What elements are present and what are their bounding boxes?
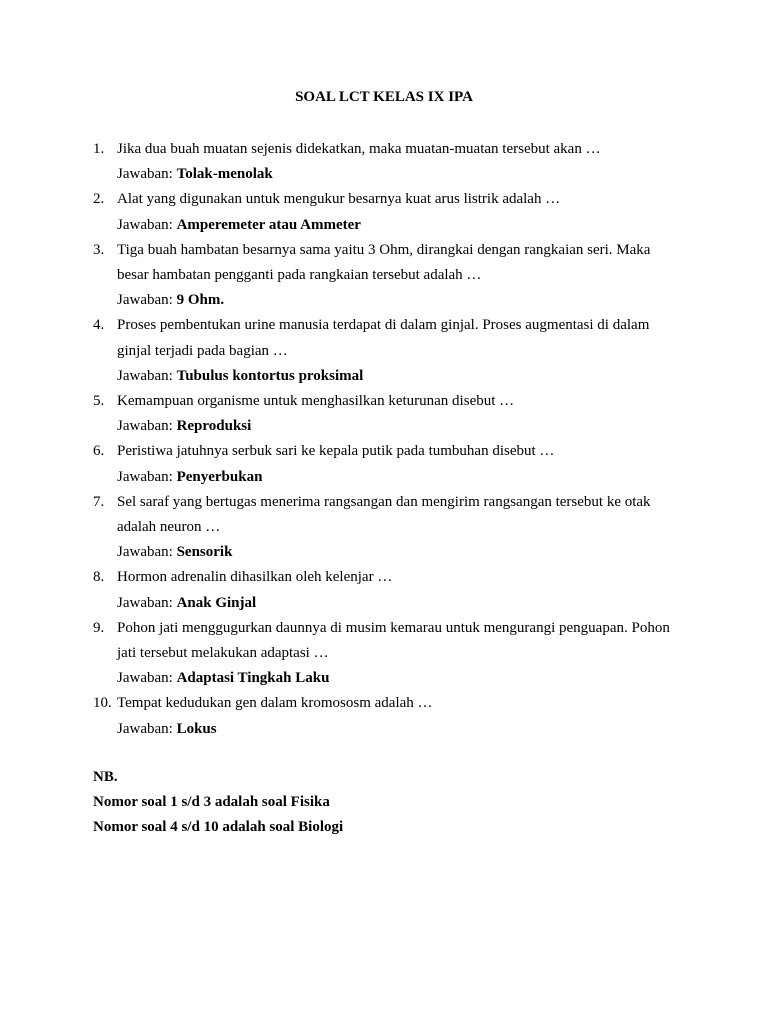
question-item — [93, 137, 683, 187]
answer-value: Sensorik — [176, 544, 233, 561]
answer-value: Tubulus kontortus proksimal — [176, 367, 364, 384]
question-text: Pohon jati menggugurkan daunnya di musim kemarau untuk mengurangi penguapan. Pohon jati tersebut melakukan adaptasi … — [117, 619, 670, 662]
question-item — [93, 313, 683, 389]
question-number: 6. — [93, 443, 105, 460]
question-text: Kemampuan organisme untuk menghasilkan keturunan disebut … — [117, 393, 515, 410]
answer-value: Reproduksi — [176, 418, 252, 435]
notes-section — [93, 765, 683, 841]
question-number: 4. — [93, 317, 105, 334]
question-item — [93, 439, 683, 489]
question-number: 5. — [93, 393, 105, 410]
answer-prefix: Jawaban: — [117, 166, 177, 183]
question-list — [93, 137, 683, 742]
answer-line — [117, 591, 683, 616]
question-text: Tempat kedudukan gen dalam kromososm adalah … — [117, 695, 433, 712]
question-item — [93, 691, 683, 741]
answer-value: Amperemeter atau Ammeter — [176, 216, 361, 233]
question-item — [93, 187, 683, 237]
answer-line — [117, 540, 683, 565]
question-item — [93, 490, 683, 566]
answer-prefix: Jawaban: — [117, 720, 177, 737]
answer-prefix: Jawaban: — [117, 670, 177, 687]
answer-prefix: Jawaban: — [117, 216, 177, 233]
notes-line: Nomor soal 4 s/d 10 adalah soal Biologi — [93, 819, 344, 836]
question-number: 9. — [93, 619, 105, 636]
question-item — [93, 238, 683, 314]
question-number: 3. — [93, 241, 105, 258]
answer-line — [117, 465, 683, 490]
question-text: Peristiwa jatuhnya serbuk sari ke kepala putik pada tumbuhan disebut … — [117, 443, 555, 460]
answer-line — [117, 717, 683, 742]
notes-line: Nomor soal 1 s/d 3 adalah soal Fisika — [93, 794, 330, 811]
answer-line — [117, 364, 683, 389]
answer-line — [117, 162, 683, 187]
answer-value: Penyerbukan — [176, 468, 263, 485]
answer-prefix: Jawaban: — [117, 418, 177, 435]
answer-prefix: Jawaban: — [117, 367, 177, 384]
answer-prefix: Jawaban: — [117, 544, 177, 561]
question-item — [93, 565, 683, 615]
question-item — [93, 616, 683, 692]
question-number: 2. — [93, 191, 105, 208]
question-number: 7. — [93, 493, 105, 510]
question-text: Proses pembentukan urine manusia terdapat di dalam ginjal. Proses augmentasi di dalam ginjal terjadi pada bagian … — [117, 317, 650, 359]
question-number: 1. — [93, 141, 105, 157]
document-title: SOAL LCT KELAS IX IPA — [295, 89, 473, 105]
answer-value: Adaptasi Tingkah Laku — [176, 670, 330, 687]
question-number: 10. — [93, 695, 112, 712]
answer-prefix: Jawaban: — [117, 594, 177, 611]
answer-line — [117, 666, 683, 691]
answer-value: Lokus — [176, 720, 217, 737]
answer-value: 9 Ohm. — [176, 292, 225, 309]
answer-value: Tolak-menolak — [176, 166, 273, 183]
answer-value: Anak Ginjal — [176, 594, 257, 611]
answer-line — [117, 414, 683, 439]
answer-prefix: Jawaban: — [117, 292, 177, 309]
question-text: Alat yang digunakan untuk mengukur besarnya kuat arus listrik adalah … — [117, 191, 561, 208]
question-number: 8. — [93, 569, 105, 586]
answer-line — [117, 213, 683, 238]
answer-line — [117, 288, 683, 313]
question-item — [93, 389, 683, 439]
notes-heading: NB. — [93, 769, 118, 785]
question-text: Hormon adrenalin dihasilkan oleh kelenjar … — [117, 569, 393, 586]
question-text: Sel saraf yang bertugas menerima rangsangan dan mengirim rangsangan tersebut ke otak adalah neuron … — [117, 493, 651, 536]
question-text: Tiga buah hambatan besarnya sama yaitu 3 Ohm, dirangkai dengan rangkaian seri. Maka besar hambatan pengganti pada rangkaian tersebut adalah … — [117, 241, 651, 284]
answer-prefix: Jawaban: — [117, 468, 177, 485]
question-text: Jika dua buah muatan sejenis didekatkan, maka muatan-muatan tersebut akan … — [117, 141, 601, 157]
